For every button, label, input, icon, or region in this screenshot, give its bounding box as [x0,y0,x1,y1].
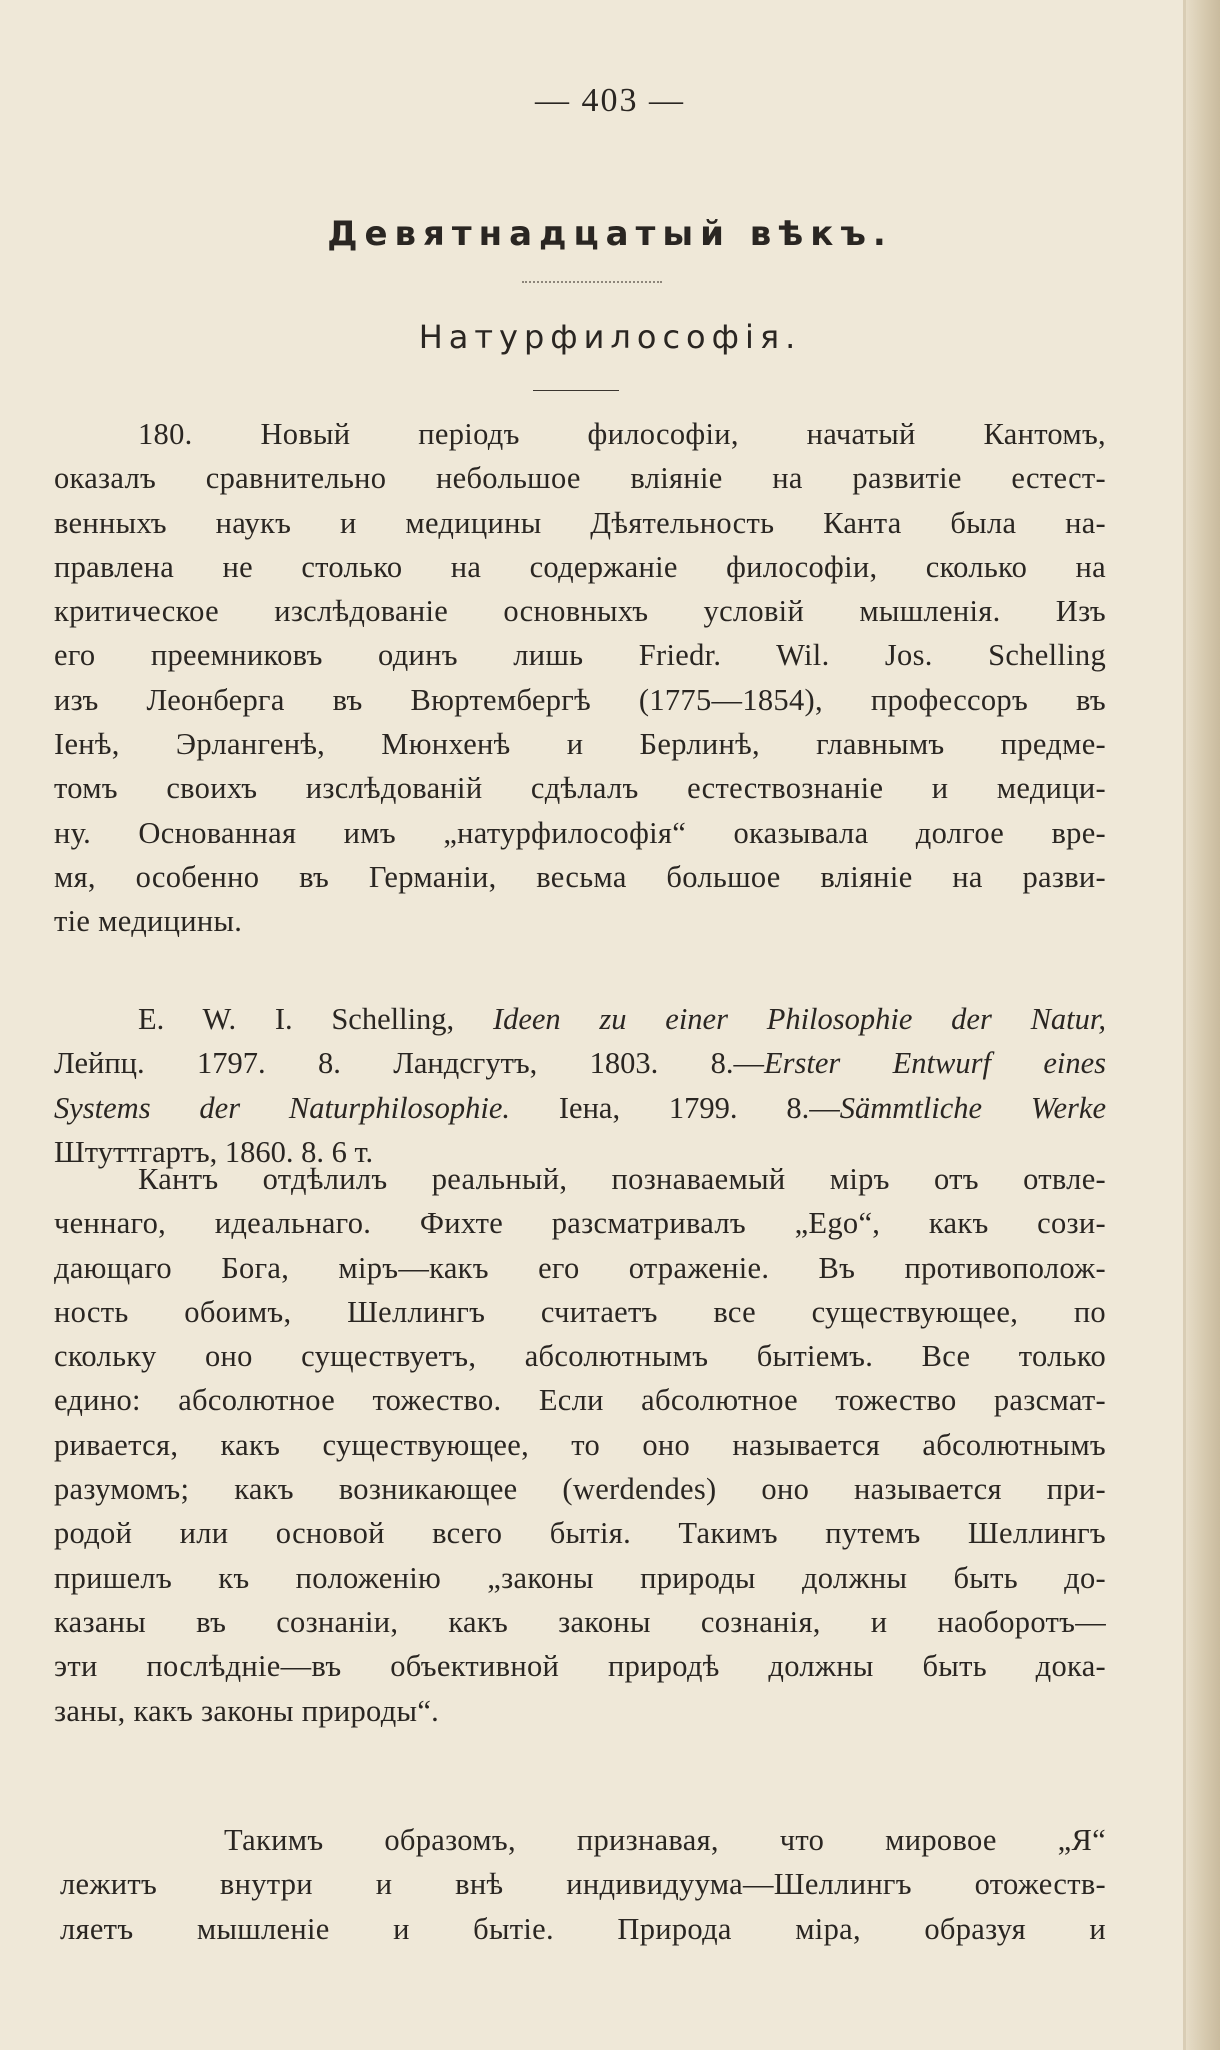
section-rule [533,390,619,391]
text-line: 180. Новый періодъ философіи, начатый Кантомъ, [138,417,1106,451]
text-line: едино: абсолютное тожество. Если абсолютное тожество разсмат- [54,1383,1106,1418]
section-title: Натурфилософія. [418,318,802,356]
text-line: венныхъ наукъ и медицины Дѣятельность Канта была на- [54,505,1106,540]
text-line: правлена не столько на содержаніе философіи, сколько на [54,549,1106,584]
reference-title: Erster Entwurf eines [764,1046,1106,1081]
text-line: пришелъ къ положенію „законы природы должны быть до- [54,1560,1106,1595]
text-line: его преемниковъ одинъ лишь Friedr. Wil. Jos. Schelling [54,638,1106,673]
text-line: ривается, какъ существующее, то оно называется абсолютнымъ [54,1427,1106,1462]
reference-line [54,1041,1106,1085]
reference-title: Systems der Naturphilosophie. [54,1090,511,1125]
reference-imprint: Іена, 1799. 8.— [510,1090,840,1125]
chapter-title: Девятнадцатый вѣкъ. [327,214,893,254]
text-line: изъ Леонберга въ Вюртембергѣ (1775—1854), профессоръ въ [54,682,1106,717]
text-line: родой или основой всего бытія. Такимъ путемъ Шеллингъ [54,1516,1106,1551]
text-line: лежитъ внутри и внѣ индивидуума—Шеллингъ отожеств- [60,1867,1106,1902]
text-line: мя, особенно въ Германіи, весьма большое вліяніе на разви- [54,859,1106,894]
ornamental-rule [522,281,662,286]
text-line: казаны въ сознаніи, какъ законы сознанія, и наоборотъ— [54,1604,1106,1639]
text-line: Іенѣ, Эрлангенѣ, Мюнхенѣ и Берлинѣ, главнымъ предме- [54,727,1106,762]
text-line: заны, какъ законы природы“. [54,1693,440,1728]
text-line: эти послѣдніе—въ объективной природѣ должны быть дока- [54,1649,1106,1684]
text-line: оказалъ сравнительно небольшое вліяніе на развитіе естест- [54,461,1106,496]
text-line: Кантъ отдѣлилъ реальный, познаваемый міръ отъ отвле- [138,1162,1106,1196]
reference-author: E. W. I. Schelling, [138,1002,493,1036]
reference-imprint: Лейпц. 1797. 8. Ландсгутъ, 1803. 8.— [54,1046,765,1081]
text-line: критическое изслѣдованіе основныхъ условій мышленія. Изъ [54,594,1106,629]
text-line: тіе медицины. [54,904,243,939]
text-line: разумомъ; какъ возникающее (werdendes) оно называется при- [54,1472,1106,1507]
bibliography-references [54,997,1106,1174]
reference-title: Sämmtliche Werke [839,1090,1106,1125]
text-line: скольку оно существуетъ, абсолютнымъ бытіемъ. Все только [54,1339,1106,1374]
text-line: томъ своихъ изслѣдованій сдѣлалъ естествознаніе и медици- [54,771,1106,806]
reference-line: Штуттгартъ, 1860. 8. 6 т. [54,1134,374,1169]
text-line: Такимъ образомъ, признавая, что мировое „Я“ [224,1823,1106,1857]
paragraph-final [54,1818,1106,1951]
text-line: ну. Основанная имъ „натурфилософія“ оказывала долгое вре- [54,815,1106,850]
page-binding-edge [1186,0,1220,2050]
reference-title: Ideen zu einer Philosophie der Natur, [492,1002,1106,1036]
text-line: дающаго Бога, міръ—какъ его отраженіе. Въ противополож- [54,1250,1106,1285]
paragraph-kant [54,1157,1106,1733]
paragraph-180 [54,412,1106,944]
text-line: ляетъ мышленіе и бытіе. Природа міра, образуя и [60,1911,1106,1946]
reference-line [54,997,1106,1041]
reference-line [54,1086,1106,1130]
text-line: ность обоимъ, Шеллингъ считаетъ все существующее, по [54,1294,1106,1329]
text-line: ченнаго, идеальнаго. Фихте разсматривалъ „Ego“, какъ сози- [54,1206,1106,1241]
page-number: — 403 — [535,82,685,119]
